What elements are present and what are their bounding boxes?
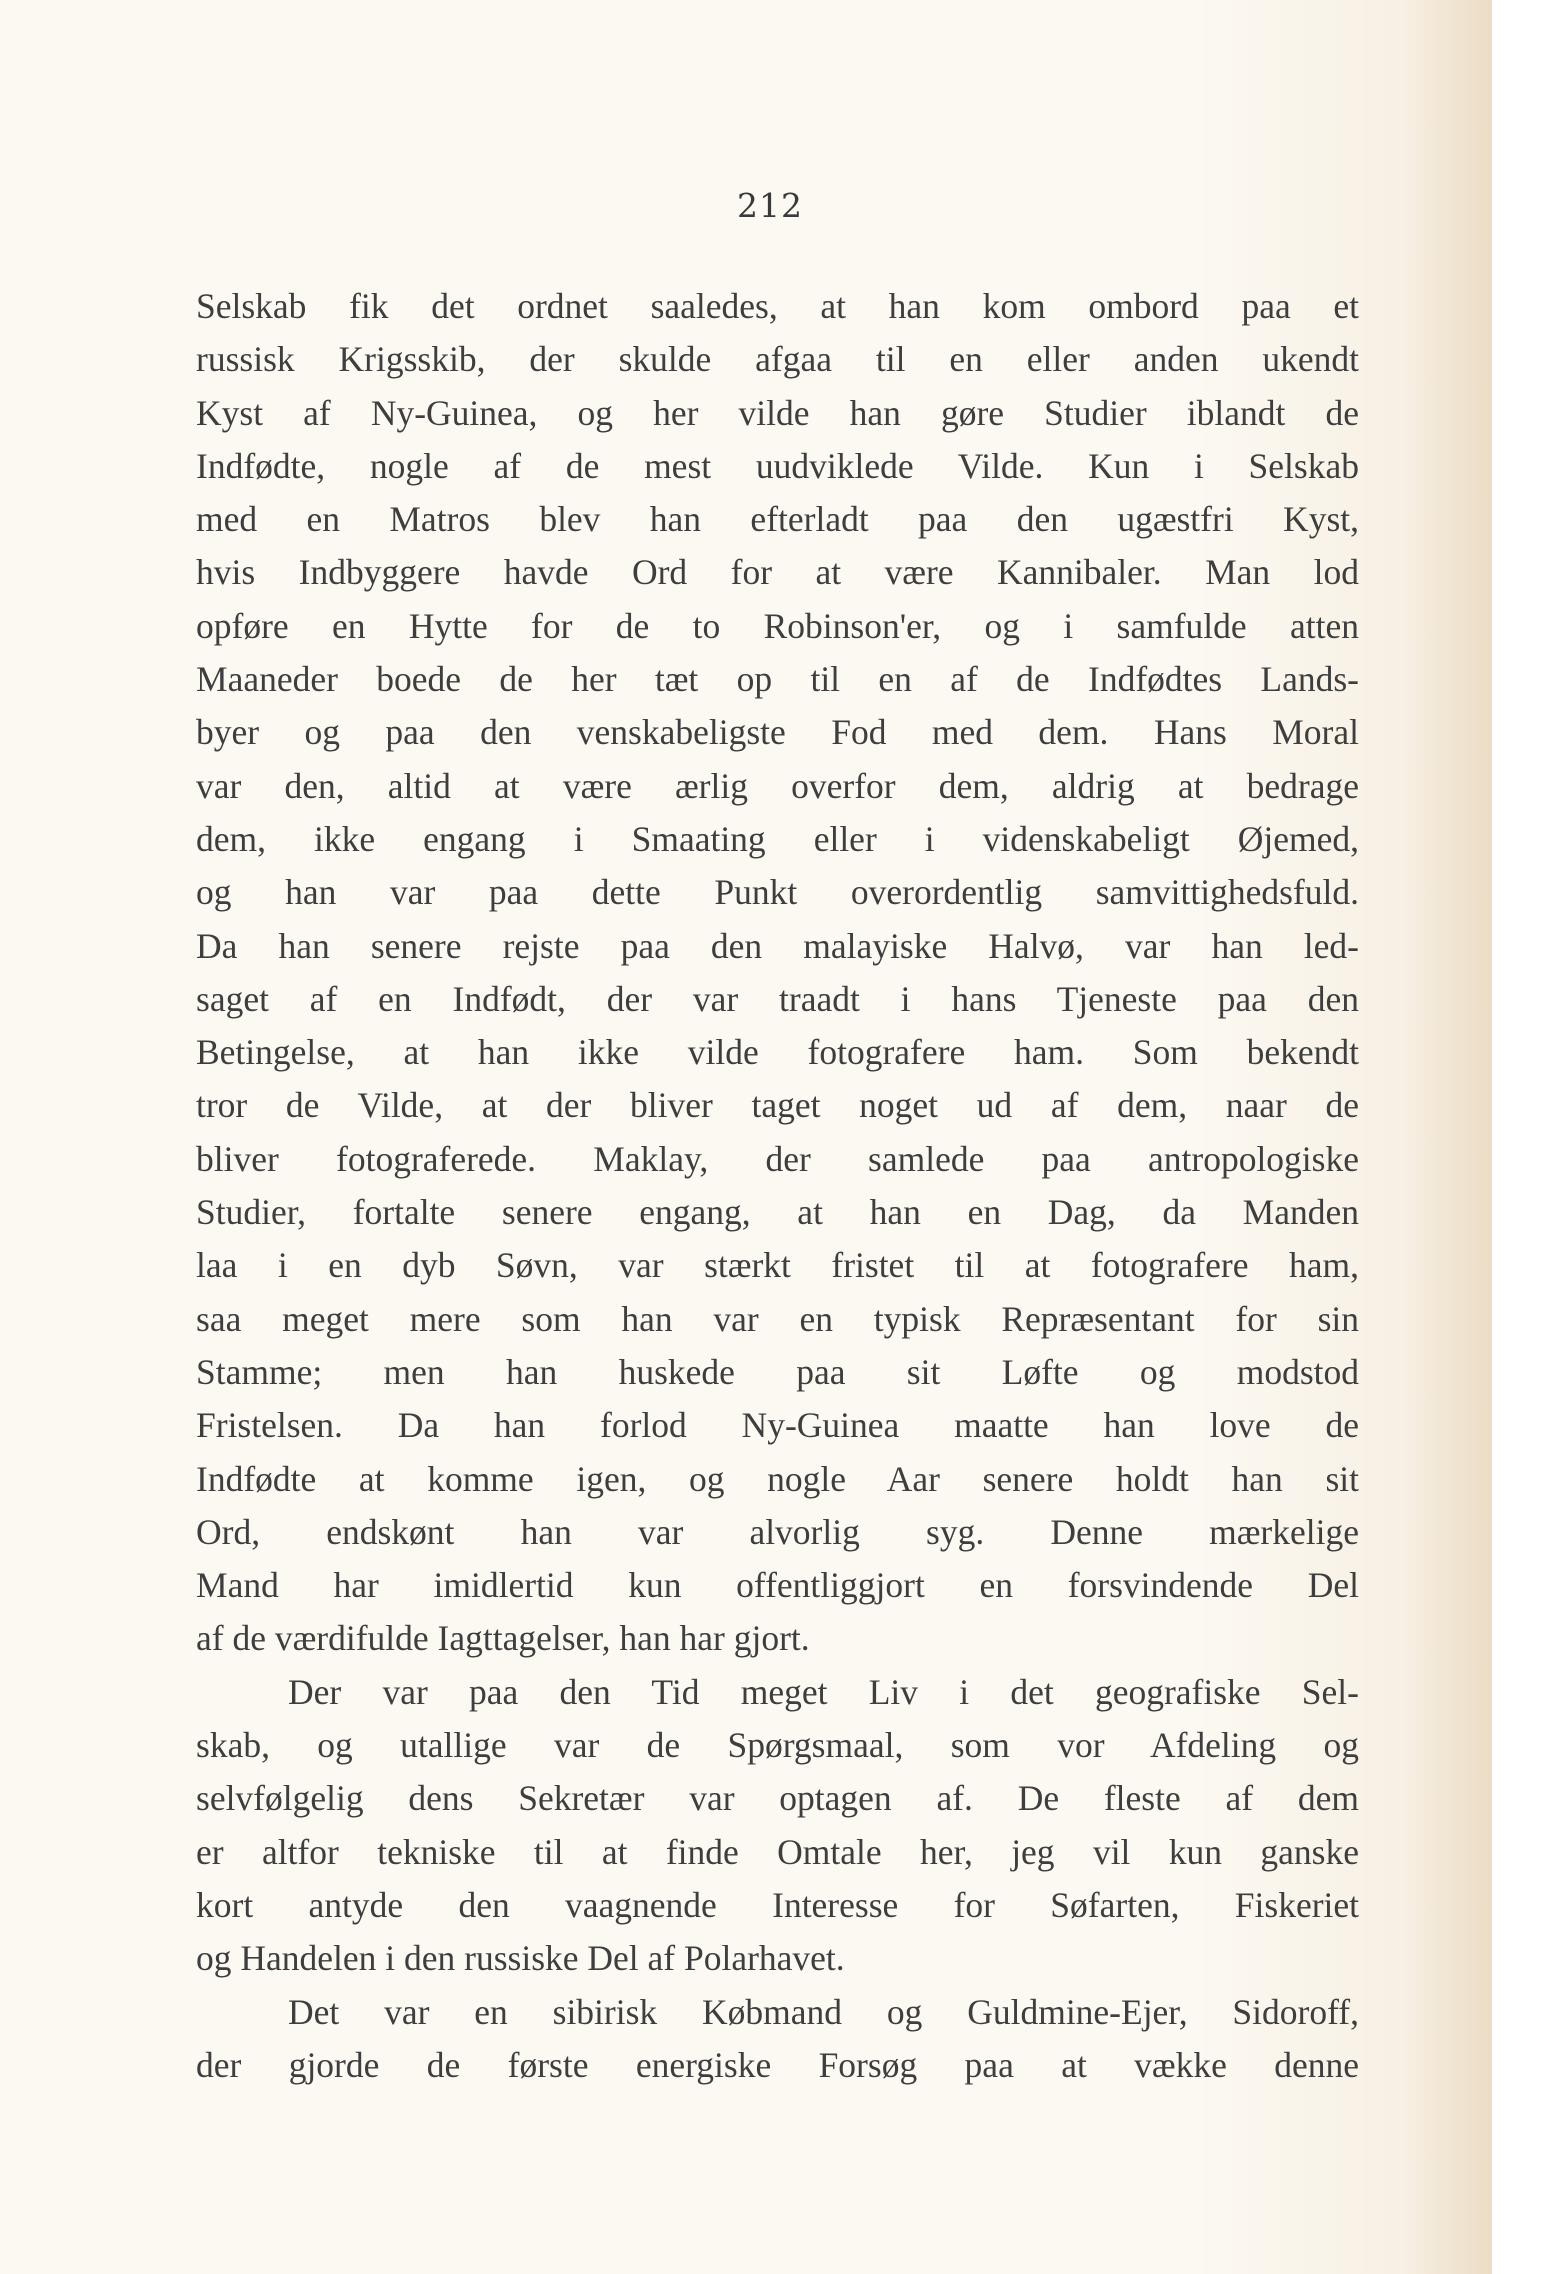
text-line: med en Matros blev han efterladt paa den ugæstfri Kyst,: [196, 499, 1359, 540]
text-line: Indfødte at komme igen, og nogle Aar senere holdt han sit: [196, 1458, 1359, 1499]
text-line: Selskab fik det ordnet saaledes, at han kom ombord paa et: [196, 286, 1359, 326]
text-line: Der var paa den Tid meget Liv i det geografiske Sel-: [288, 1671, 1359, 1712]
text-line: dem, ikke engang i Smaating eller i videnskabeligt Øjemed,: [196, 818, 1359, 859]
text-line: af de værdifulde Iagttagelser, han har gjort.: [196, 1618, 810, 1659]
body-text: [196, 280, 1359, 2092]
page-number: 212: [737, 186, 803, 225]
text-line: byer og paa den venskabeligste Fod med dem. Hans Moral: [196, 712, 1359, 753]
text-line: bliver fotograferede. Maklay, der samlede paa antropologiske: [196, 1138, 1359, 1179]
text-line: Indfødte, nogle af de mest uudviklede Vilde. Kun i Selskab: [196, 445, 1359, 486]
text-line: er altfor tekniske til at finde Omtale her, jeg vil kun ganske: [196, 1831, 1359, 1872]
text-line: tror de Vilde, at der bliver taget noget ud af dem, naar de: [196, 1085, 1359, 1126]
text-line: Kyst af Ny-Guinea, og her vilde han gøre Studier iblandt de: [196, 392, 1359, 433]
text-line: Da han senere rejste paa den malayiske Halvø, var han led-: [196, 925, 1359, 966]
text-line: russisk Krigsskib, der skulde afgaa til en eller anden ukendt: [196, 339, 1359, 380]
text-line: var den, altid at være ærlig overfor dem, aldrig at bedrage: [196, 765, 1359, 806]
text-line: Ord, endskønt han var alvorlig syg. Denne mærkelige: [196, 1511, 1359, 1552]
scan-margin: [1492, 0, 1550, 2274]
text-line: Mand har imidlertid kun offentliggjort en forsvindende Del: [196, 1565, 1359, 1606]
text-line: Fristelsen. Da han forlod Ny-Guinea maatte han love de: [196, 1405, 1359, 1446]
text-line: Maaneder boede de her tæt op til en af de Indfødtes Lands-: [196, 659, 1359, 700]
text-line: hvis Indbyggere havde Ord for at være Kannibaler. Man lod: [196, 552, 1359, 593]
text-line: selvfølgelig dens Sekretær var optagen af. De fleste af dem: [196, 1778, 1359, 1819]
text-line: kort antyde den vaagnende Interesse for Søfarten, Fiskeriet: [196, 1884, 1359, 1925]
text-line: Studier, fortalte senere engang, at han en Dag, da Manden: [196, 1192, 1359, 1233]
text-line: saget af en Indfødt, der var traadt i hans Tjeneste paa den: [196, 978, 1359, 1019]
text-line: og han var paa dette Punkt overordentlig samvittighedsfuld.: [196, 872, 1359, 913]
text-line: opføre en Hytte for de to Robinson'er, og i samfulde atten: [196, 605, 1359, 646]
text-line: Betingelse, at han ikke vilde fotografere ham. Som bekendt: [196, 1032, 1359, 1073]
text-line: Stamme; men han huskede paa sit Løfte og modstod: [196, 1351, 1359, 1392]
text-line: der gjorde de første energiske Forsøg paa at vække denne: [196, 2044, 1359, 2085]
text-line: skab, og utallige var de Spørgsmaal, som vor Afdeling og: [196, 1725, 1359, 1766]
text-line: saa meget mere som han var en typisk Repræsentant for sin: [196, 1298, 1359, 1339]
text-line: og Handelen i den russiske Del af Polarhavet.: [196, 1938, 845, 1979]
text-line: Det var en sibirisk Købmand og Guldmine-Ejer, Sidoroff,: [288, 1991, 1359, 2032]
text-line: laa i en dyb Søvn, var stærkt fristet til at fotografere ham,: [196, 1245, 1359, 1286]
